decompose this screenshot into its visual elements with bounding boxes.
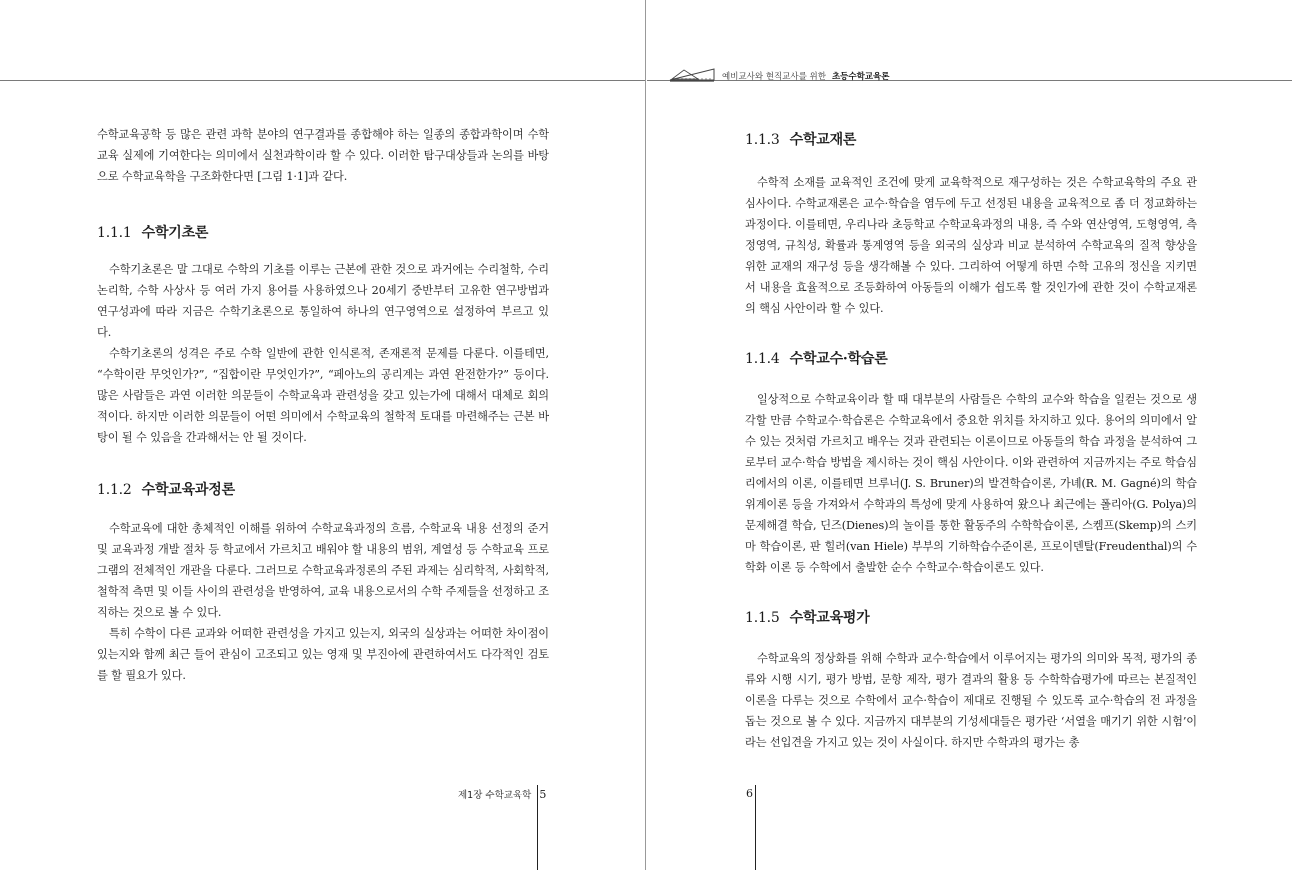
section-heading-1-1-2	[97, 480, 549, 500]
right-page	[647, 0, 1292, 870]
left-page-footer	[458, 787, 546, 801]
running-head-prefix: 예비교사와 현직교사를 위한	[722, 72, 826, 82]
section-heading-1-1-1	[97, 223, 549, 243]
section-title: 수학교수·학습론	[789, 351, 888, 367]
page-number: 6	[746, 787, 753, 800]
section-number: 1.1.2	[97, 482, 132, 498]
page-number: 5	[539, 788, 547, 801]
paragraph: 수학적 소재를 교육적인 조건에 맞게 교육학적으로 재구성하는 것은 수학교육학의 주요 관심사이다. 수학교재론은 교수·학습을 염두에 두고 선정된 내용을 교육적으로 좀 더 정교화하는 과정이다. 이를테면, 우리나라 초등학교 수학교육과정의 내용, 즉 수와 연산영역, 도형영역, 측정영역, 규칙성, 확률과 통계영역 등을 외국의 실상과 비교 분석하여 수학교육의 질적 향상을 위한 교재의 재구성 등을 생각해볼 수 있다. 그리하여 어떻게 하면 수학 고유의 정신을 지키면서 내용을 효율적으로 조등화하여 아동들의 이해가 쉽도록 할 것인가에 관한 것이 수학교재론의 핵심 사안이라 할 수 있다.	[745, 176, 1197, 315]
paragraph: 수학기초론의 성격은 주로 수학 일반에 관한 인식론적, 존재론적 문제를 다룬다. 이를테면, “수학이란 무엇인가?”, “집합이란 무엇인가?”, “페아노의 공리계는 과연 완전한가?” 등이다. 많은 사람들은 과연 이러한 의문들이 수학교육과 관련성을 갖고 있는가에 대해서 대체로 회의적이다. 하지만 이러한 의문들이 어떤 의미에서 수학교육의 철학적 토대를 마련해주는 근본 바탕이 될 수 있음을 간과해서는 안 될 것이다.	[97, 347, 549, 444]
section-heading-1-1-5	[745, 608, 1197, 628]
section-number: 1.1.3	[745, 132, 780, 148]
running-head-title: 초등수학교육론	[831, 72, 890, 82]
left-footer-bar	[537, 785, 538, 870]
section-title: 수학교육평가	[789, 610, 870, 626]
intro-paragraph: 수학교육공학 등 많은 관련 과학 분야의 연구결과를 종합해야 하는 일종의 종합과학이며 수학교육 실제에 기여한다는 의미에서 실천과학이라 할 수 있다. 이러한 탐구대상들과 논의를 바탕으로 수학교육학을 구조화한다면 [그림 1·1]과 같다.	[97, 128, 549, 183]
section-heading-1-1-4	[745, 349, 1197, 369]
section-heading-1-1-3	[745, 130, 1197, 150]
paragraph: 수학기초론은 말 그대로 수학의 기초를 이루는 근본에 관한 것으로 과거에는 수리철학, 수리 논리학, 수학 사상사 등 여러 가지 용어를 사용하였으나 20세기 중반부터 고유한 연구방법과 연구성과에 따라 지금은 수학기초론으로 통일하여 하나의 연구영역으로 설정하여 부르고 있다.	[97, 263, 549, 339]
section-number: 1.1.5	[745, 610, 780, 626]
section-title: 수학교육과정론	[141, 482, 235, 498]
right-page-footer	[746, 787, 753, 800]
paragraph: 수학교육에 대한 총체적인 이해를 위하여 수학교육과정의 흐름, 수학교육 내용 선정의 준거 및 교육과정 개발 절차 등 학교에서 가르치고 배워야 할 내용의 범위, 계열성 등 수학교육 프로그램의 전체적인 개관을 다룬다. 그러므로 수학교육과정론의 주된 과제는 심리학적, 사회학적, 철학적 측면 및 이들 사이의 관련성을 반영하여, 교육 내용으로서의 수학 주제들을 선정하고 조직하는 것으로 볼 수 있다.	[97, 522, 549, 619]
section-title: 수학기초론	[141, 225, 209, 241]
right-page-content	[745, 130, 1197, 753]
chapter-label: 제1장 수학교육학	[458, 790, 532, 801]
section-number: 1.1.1	[97, 225, 132, 241]
paragraph: 일상적으로 수학교육이라 할 때 대부분의 사람들은 수학의 교수와 학습을 일컫는 것으로 생각할 만큼 수학교수·학습론은 수학교육에서 중요한 위치를 차지하고 있다. 용어의 의미에서 알 수 있는 것처럼 가르치고 배우는 것과 관련되는 이론이므로 아동들의 학습 과정을 분석하여 그로부터 교수·학습 방법을 제시하는 것이 핵심 사안이다. 이와 관련하여 지금까지는 주로 학습심리에서의 이론, 이를테면 브루너(J. S. Bruner)의 발견학습이론, 가녜(R. M. Gagné)의 학습위계이론 등을 가져와서 수학과의 특성에 맞게 사용하여 왔으나 최근에는 폴리아(G. Polya)의 문제해결 학습, 딘즈(Dienes)의 놀이를 통한 활동주의 수학학습이론, 스켐프(Skemp)의 스키마 학습이론, 판 힐러(van Hiele) 부부의 기하학습수준이론, 프로이덴탈(Freudenthal)의 수학화 이론 등 수학에서 출발한 순수 수학교수·학습이론도 있다.	[745, 393, 1197, 574]
section-number: 1.1.4	[745, 351, 780, 367]
left-header-rule	[0, 80, 645, 81]
paragraph: 특히 수학이 다른 교과와 어떠한 관련성을 가지고 있는지, 외국의 실상과는 어떠한 차이점이 있는지와 함께 최근 들어 관심이 고조되고 있는 영재 및 부진아에 관련하여서도 다각적인 검토를 할 필요가 있다.	[97, 627, 549, 682]
right-footer-bar	[755, 785, 756, 870]
book-spine	[645, 0, 646, 870]
paragraph: 수학교육의 정상화를 위해 수학과 교수·학습에서 이루어지는 평가의 의미와 목적, 평가의 종류와 시행 시기, 평가 방법, 문항 제작, 평가 결과의 활용 등 수학학습평가에 따르는 본질적인 이론을 다루는 것으로 수학에서 교수·학습이 제대로 진행될 수 있도록 교수·학습의 전 과정을 돕는 것으로 볼 수 있다. 지금까지 대부분의 기성세대들은 평가란 ‘서열을 매기기 위한 시험’이라는 선입견을 가지고 있는 것이 사실이다. 하지만 수학과의 평가는 총	[745, 652, 1197, 749]
left-page-content	[97, 124, 549, 686]
section-title: 수학교재론	[789, 132, 857, 148]
